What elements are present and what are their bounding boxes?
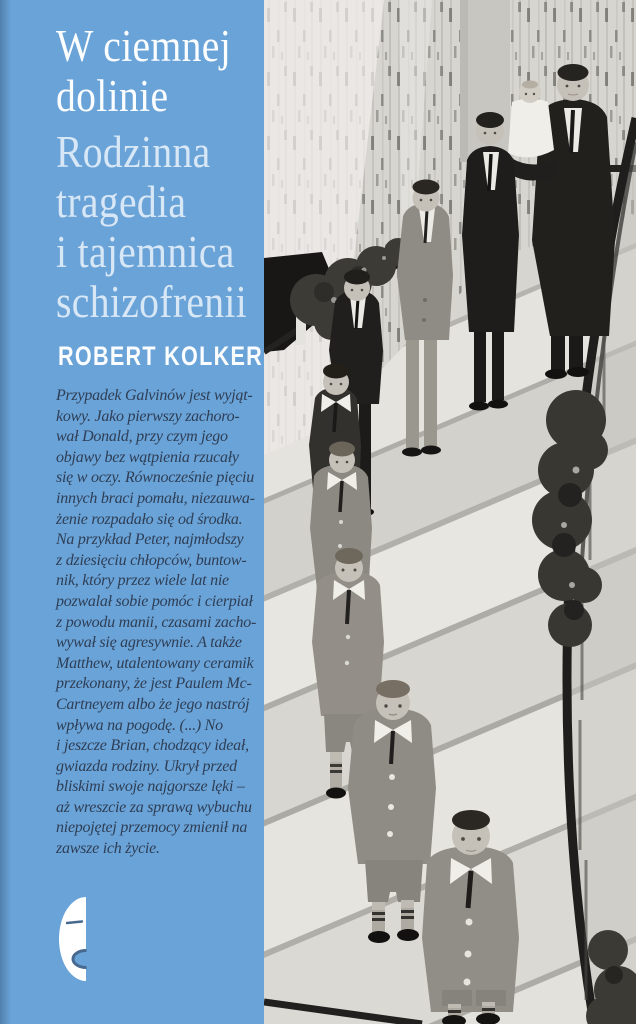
left-panel (0, 0, 264, 1024)
subtitle-line: tragedia (56, 177, 187, 227)
blurb-line: gwiazda rodziny. Ukrył przed (56, 757, 237, 775)
half-face-publisher-logo-icon (58, 897, 88, 981)
book-subtitle (56, 127, 247, 327)
blurb-line: kowy. Jako pierwszy zachoro- (56, 407, 240, 425)
cover-photo (264, 0, 636, 1024)
author-name: ROBERT KOLKER (58, 341, 264, 371)
spine-shadow (0, 0, 11, 1024)
blurb-line: nik, który przez wiele lat nie (56, 572, 229, 590)
blurb-line: objawy bez wątpienia rzucały (56, 448, 239, 466)
blurb-line: Matthew, utalentowany ceramik (56, 654, 254, 672)
title-line: dolinie (56, 71, 169, 121)
title-line: W ciemnej (56, 21, 232, 71)
subtitle-line: schizofrenii (56, 277, 248, 327)
blurb-line: pozwalał sobie pomóc i cierpiał (56, 592, 253, 610)
blurb-line: z powodu manii, czasami zacho- (56, 613, 257, 631)
book-title (56, 21, 231, 121)
pillar-shade (460, 0, 468, 162)
blurb-line: żenie rozpadało się od środka. (56, 510, 243, 528)
blurb-line: wał Donald, przy czym jego (56, 428, 228, 446)
blurb-line: bliskimi swoje najgorsze lęki – (56, 778, 245, 796)
blurb-line: niepojętej przemocy zmienił na (56, 819, 248, 837)
blurb-line: aż wreszcie za sprawą wybuchu (56, 798, 252, 816)
blurb-line: wywał się agresywnie. A także (56, 634, 242, 652)
blurb-line: Na przykład Peter, najmłodszy (56, 531, 244, 549)
publisher-logo (58, 897, 88, 981)
blurb-line: Cartneyem albo że jego nastrój (56, 695, 250, 713)
subtitle-line: i tajemnica (56, 227, 235, 277)
blurb-line: z dziesięciu chłopców, buntow- (56, 551, 247, 569)
blurb-line: innych braci pomału, niezauwa- (56, 489, 255, 507)
blurb-line: i jeszcze Brian, chodzący ideał, (56, 737, 249, 755)
back-cover-blurb (56, 386, 256, 860)
subtitle-line: Rodzinna (56, 127, 211, 177)
blurb-line: Przypadek Galvinów jest wyjąt- (56, 387, 253, 404)
blurb-line: się w oczy. Równocześnie pięciu (56, 469, 254, 487)
blurb-line: zawsze ich życie. (56, 840, 160, 858)
blurb-line: wpływa na pogodę. (...) No (56, 716, 223, 734)
blurb-line: przekonany, że jest Paulem Mc- (56, 675, 252, 693)
